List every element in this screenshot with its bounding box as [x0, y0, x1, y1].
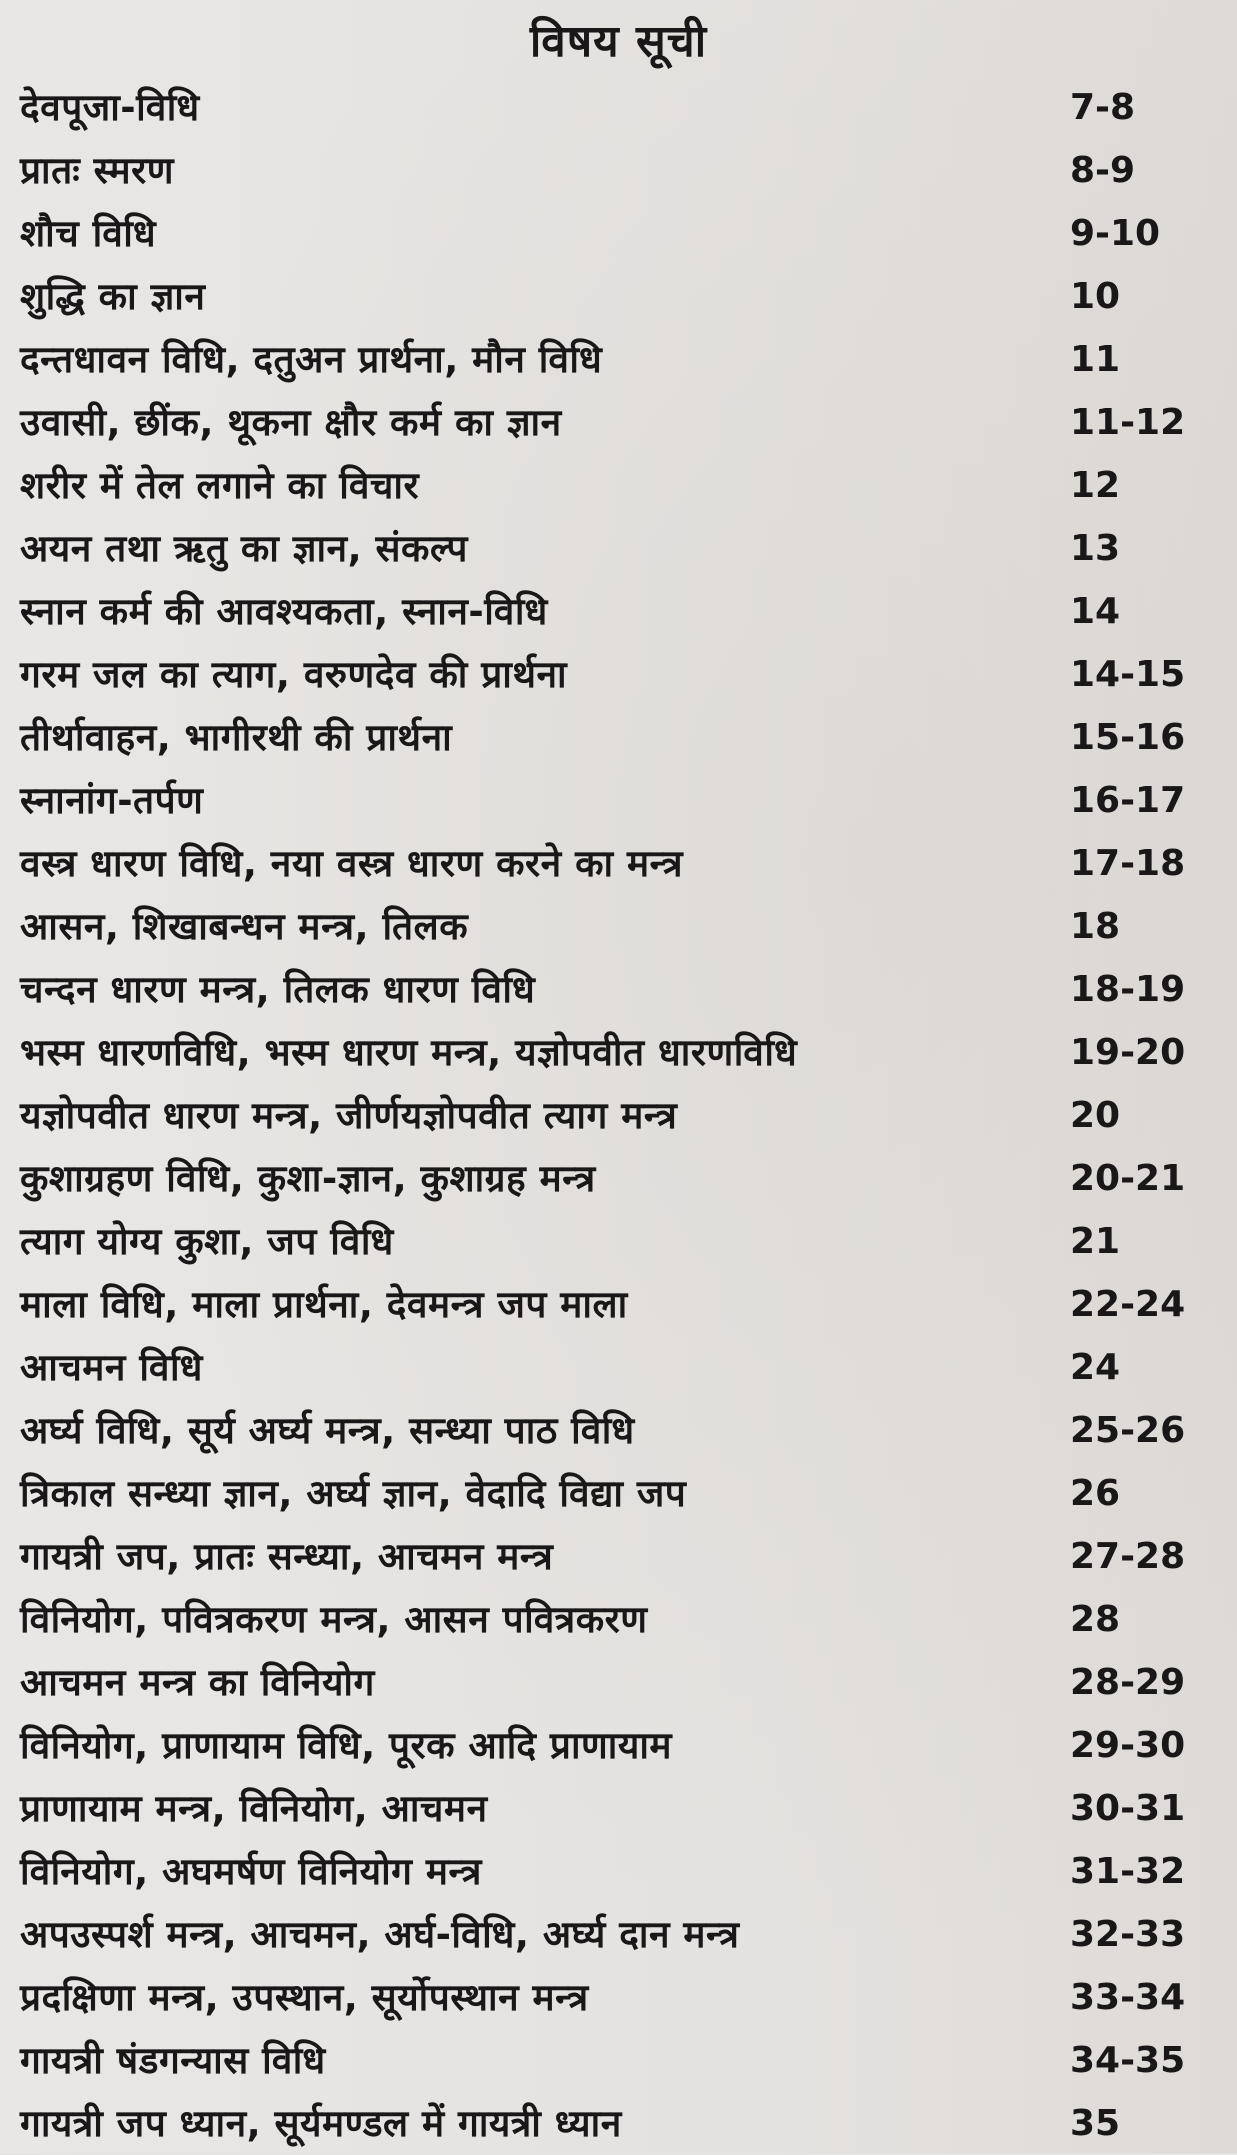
toc-entry — [20, 1273, 1220, 1336]
toc-entry — [20, 517, 1220, 580]
toc-entry-page-number: 34-35 — [1070, 2040, 1186, 2081]
toc-entry-page-number: 11 — [1070, 339, 1121, 380]
toc-entry-page-number: 18 — [1070, 906, 1121, 947]
toc-entry-page-number: 21 — [1070, 1221, 1121, 1262]
toc-entry-title: स्नान कर्म की आवश्यकता, स्नान-विधि — [20, 590, 548, 633]
toc-entry-page-number: 22-24 — [1070, 1284, 1186, 1325]
toc-entry-title: शरीर में तेल लगाने का विचार — [20, 464, 420, 507]
toc-entry-page-number: 25-26 — [1070, 1410, 1186, 1451]
toc-entry-page-number: 28 — [1070, 1599, 1121, 1640]
toc-entry — [20, 1903, 1220, 1966]
toc-entry-title: गायत्री जप, प्रातः सन्ध्या, आचमन मन्त्र — [20, 1535, 554, 1578]
toc-entry-page-number: 35 — [1070, 2103, 1121, 2144]
toc-entry-page-number: 29-30 — [1070, 1725, 1186, 1766]
toc-entry-title: कुशाग्रहण विधि, कुशा-ज्ञान, कुशाग्रह मन्त्र — [20, 1157, 596, 1200]
toc-entry — [20, 1210, 1220, 1273]
toc-entry-page-number: 10 — [1070, 276, 1121, 317]
toc-entry-page-number: 17-18 — [1070, 843, 1186, 884]
toc-entry-page-number: 24 — [1070, 1347, 1121, 1388]
toc-entry-title: गायत्री षंडगन्यास विधि — [20, 2039, 326, 2082]
toc-entry-title: माला विधि, माला प्रार्थना, देवमन्त्र जप माला — [20, 1283, 628, 1326]
toc-entry — [20, 1084, 1220, 1147]
toc-entry — [20, 1399, 1220, 1462]
toc-entry — [20, 1525, 1220, 1588]
toc-entry-title: शुद्धि का ज्ञान — [20, 275, 206, 318]
toc-entry-title: वस्त्र धारण विधि, नया वस्त्र धारण करने का मन्त्र — [20, 842, 684, 885]
toc-entry-title: प्राणायाम मन्त्र, विनियोग, आचमन — [20, 1787, 488, 1830]
toc-entry — [20, 265, 1220, 328]
toc-entry-title: देवपूजा-विधि — [20, 86, 200, 129]
toc-entry-title: तीर्थावाहन, भागीरथी की प्रार्थना — [20, 716, 453, 759]
toc-entry-title: आचमन मन्त्र का विनियोग — [20, 1661, 375, 1704]
toc-entry — [20, 1336, 1220, 1399]
toc-entry-page-number: 26 — [1070, 1473, 1121, 1514]
toc-entry-title: दन्तधावन विधि, दतुअन प्रार्थना, मौन विधि — [20, 338, 603, 381]
toc-entry — [20, 1840, 1220, 1903]
toc-entry-title: त्याग योग्य कुशा, जप विधि — [20, 1220, 394, 1263]
toc-entry-page-number: 18-19 — [1070, 969, 1186, 1010]
toc-entry — [20, 202, 1220, 265]
toc-entry-title: विनियोग, पवित्रकरण मन्त्र, आसन पवित्रकरण — [20, 1598, 648, 1641]
toc-entry — [20, 2029, 1220, 2092]
toc-entry-page-number: 14-15 — [1070, 654, 1186, 695]
toc-entry-page-number: 9-10 — [1070, 213, 1161, 254]
toc-entry-title: स्नानांग-तर्पण — [20, 779, 204, 822]
toc-entry-title: अयन तथा ऋतु का ज्ञान, संकल्प — [20, 527, 468, 570]
toc-entry-title: यज्ञोपवीत धारण मन्त्र, जीर्णयज्ञोपवीत त्याग मन्त्र — [20, 1094, 678, 1137]
toc-entry — [20, 328, 1220, 391]
toc-entry — [20, 1462, 1220, 1525]
toc-entry — [20, 1777, 1220, 1840]
toc-entry — [20, 454, 1220, 517]
toc-entry-title: प्रातः स्मरण — [20, 149, 174, 192]
toc-entry-page-number: 8-9 — [1070, 150, 1136, 191]
toc-entry — [20, 1147, 1220, 1210]
toc-entry-page-number: 27-28 — [1070, 1536, 1186, 1577]
toc-entry — [20, 1021, 1220, 1084]
toc-entry — [20, 1651, 1220, 1714]
toc-entry-page-number: 14 — [1070, 591, 1121, 632]
toc-entry-page-number: 20 — [1070, 1095, 1121, 1136]
toc-entry-page-number: 16-17 — [1070, 780, 1186, 821]
toc-entry-title: भस्म धारणविधि, भस्म धारण मन्त्र, यज्ञोपवीत धारणविधि — [20, 1031, 798, 1074]
toc-entry-title: अपउस्पर्श मन्त्र, आचमन, अर्घ-विधि, अर्घ्य दान मन्त्र — [20, 1913, 740, 1956]
toc-entry — [20, 643, 1220, 706]
toc-entry — [20, 139, 1220, 202]
toc-entry-title: अर्घ्य विधि, सूर्य अर्घ्य मन्त्र, सन्ध्या पाठ विधि — [20, 1409, 635, 1452]
toc-entry-title: विनियोग, अघमर्षण विनियोग मन्त्र — [20, 1850, 482, 1893]
toc-entry-title: गरम जल का त्याग, वरुणदेव की प्रार्थना — [20, 653, 568, 696]
toc-entry — [20, 895, 1220, 958]
toc-entry-page-number: 11-12 — [1070, 402, 1186, 443]
table-of-contents — [20, 76, 1220, 2155]
toc-entry-page-number: 30-31 — [1070, 1788, 1186, 1829]
toc-entry-title: विनियोग, प्राणायाम विधि, पूरक आदि प्राणायाम — [20, 1724, 673, 1767]
toc-entry — [20, 958, 1220, 1021]
toc-entry-page-number: 20-21 — [1070, 1158, 1186, 1199]
toc-entry — [20, 706, 1220, 769]
toc-entry — [20, 832, 1220, 895]
toc-entry-page-number: 31-32 — [1070, 1851, 1186, 1892]
toc-entry — [20, 580, 1220, 643]
toc-entry-title: गायत्री जप ध्यान, सूर्यमण्डल में गायत्री ध्यान — [20, 2102, 622, 2145]
toc-entry — [20, 391, 1220, 454]
toc-entry — [20, 1588, 1220, 1651]
toc-entry — [20, 2092, 1220, 2155]
toc-entry-title: शौच विधि — [20, 212, 157, 255]
toc-entry-title: उवासी, छींक, थूकना क्षौर कर्म का ज्ञान — [20, 401, 562, 444]
toc-entry-page-number: 15-16 — [1070, 717, 1186, 758]
toc-entry-title: आसन, शिखाबन्धन मन्त्र, तिलक — [20, 905, 469, 948]
toc-entry-page-number: 13 — [1070, 528, 1121, 569]
toc-entry-title: आचमन विधि — [20, 1346, 203, 1389]
toc-entry-page-number: 19-20 — [1070, 1032, 1186, 1073]
toc-entry-title: प्रदक्षिणा मन्त्र, उपस्थान, सूर्योपस्थान मन्त्र — [20, 1976, 589, 2019]
toc-entry-page-number: 12 — [1070, 465, 1121, 506]
toc-entry-page-number: 28-29 — [1070, 1662, 1186, 1703]
toc-entry — [20, 769, 1220, 832]
toc-entry-title: चन्दन धारण मन्त्र, तिलक धारण विधि — [20, 968, 536, 1011]
toc-entry — [20, 1714, 1220, 1777]
page-title: विषय सूची — [529, 16, 708, 67]
toc-entry-page-number: 33-34 — [1070, 1977, 1186, 2018]
toc-entry — [20, 1966, 1220, 2029]
toc-entry-page-number: 7-8 — [1070, 87, 1136, 128]
toc-entry-page-number: 32-33 — [1070, 1914, 1186, 1955]
toc-entry — [20, 76, 1220, 139]
toc-entry-title: त्रिकाल सन्ध्या ज्ञान, अर्घ्य ज्ञान, वेदादि विद्या जप — [20, 1472, 687, 1515]
